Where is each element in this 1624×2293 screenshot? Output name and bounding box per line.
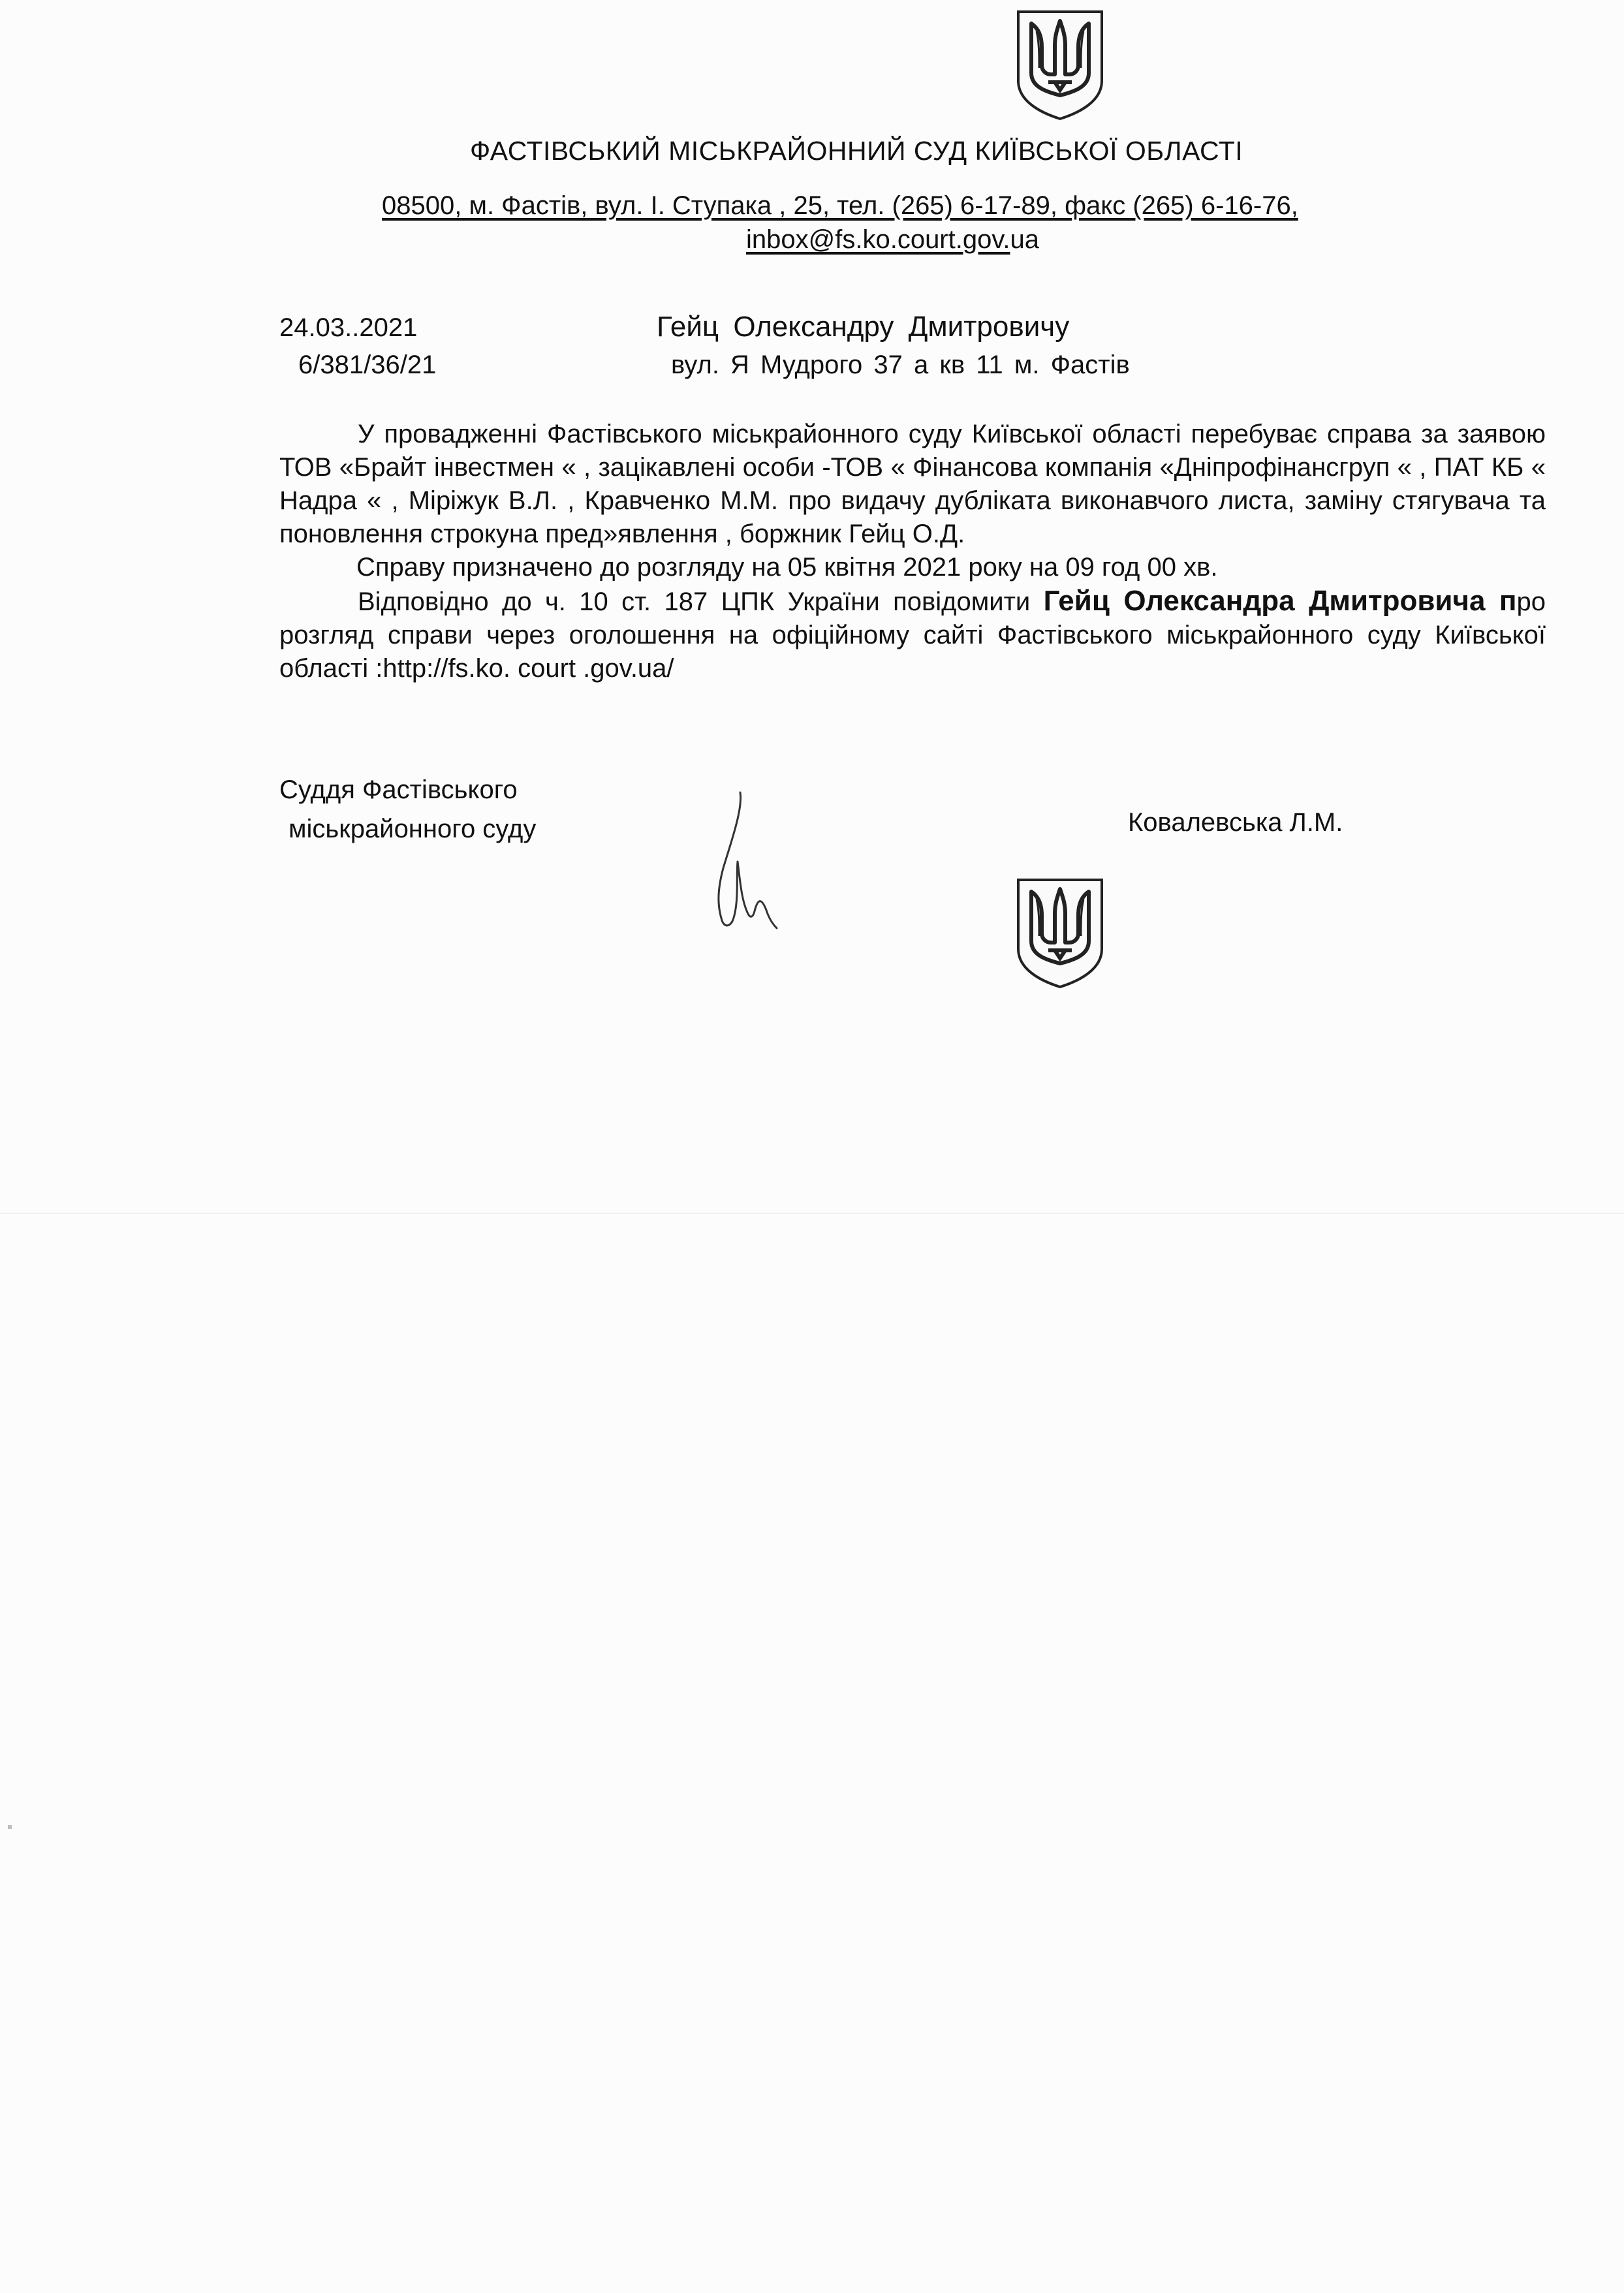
paragraph-case-description: У провадженні Фастівського міськрайонного суду Київської області перебуває справа за заявою ТОВ «Брайт інвестмен « , зацікавлені особи -ТОВ « Фінансова компанія «Дніпрофінансгруп « , ПАТ КБ « Надра « , Міріжук В.Л. , Кравченко М.М. про видачу дубліката виконавчого листа, заміну стягувача та поновлення строкуна пред»явлення , боржник Гейц О.Д. [279, 420, 1546, 548]
court-name-heading: ФАСТІВСЬКИЙ МІСЬКРАЙОННИЙ СУД КИЇВСЬКОЇ ОБЛАСТІ [470, 136, 1243, 166]
court-email [746, 225, 1039, 255]
court-email-link[interactable]: inbox@fs.ko.court.gov. [746, 225, 1010, 254]
court-address: 08500, м. Фастів, вул. І. Ступака , 25, тел. (265) 6-17-89, факс (265) 6-16-76, [382, 191, 1298, 220]
recipient-address: вул. Я Мудрого 37 а кв 11 м. Фастів [671, 351, 1130, 379]
recipient-name: Гейц Олександру Дмитровичу [657, 311, 1070, 343]
notice-body [279, 418, 1546, 685]
trident-coat-of-arms-icon [1016, 877, 1104, 990]
court-email-suffix: ua [1010, 225, 1039, 254]
scan-artifact [8, 1825, 12, 1829]
paragraph-hearing-date: Справу призначено до розгляду на 05 квітня 2021 року на 09 год 00 хв. [356, 553, 1218, 582]
notified-person-name: Гейц Олександра Дмитровича п [1043, 585, 1517, 617]
judge-title-line-2: міськрайонного суду [289, 815, 537, 843]
judge-name: Ковалевська Л.М. [1128, 808, 1343, 837]
notification-text-end: ро розгляд справи через оголошення на офіційному сайті Фастівського міськрайонного суду Київської області :http://fs.ko. court .gov.ua/ [279, 587, 1546, 683]
judge-title [279, 770, 536, 849]
judge-title-line-1: Суддя Фастівського [279, 775, 518, 804]
paragraph-notification [279, 584, 1546, 685]
document-date: 24.03..2021 [279, 313, 418, 342]
scan-fold-line [0, 1213, 1624, 1214]
handwritten-signature-icon [705, 790, 796, 940]
outgoing-number: 6/381/36/21 [298, 351, 437, 379]
trident-coat-of-arms-icon [1016, 9, 1104, 121]
notification-text-start: Відповідно до ч. 10 ст. 187 ЦПК України повідомити [358, 587, 1044, 616]
